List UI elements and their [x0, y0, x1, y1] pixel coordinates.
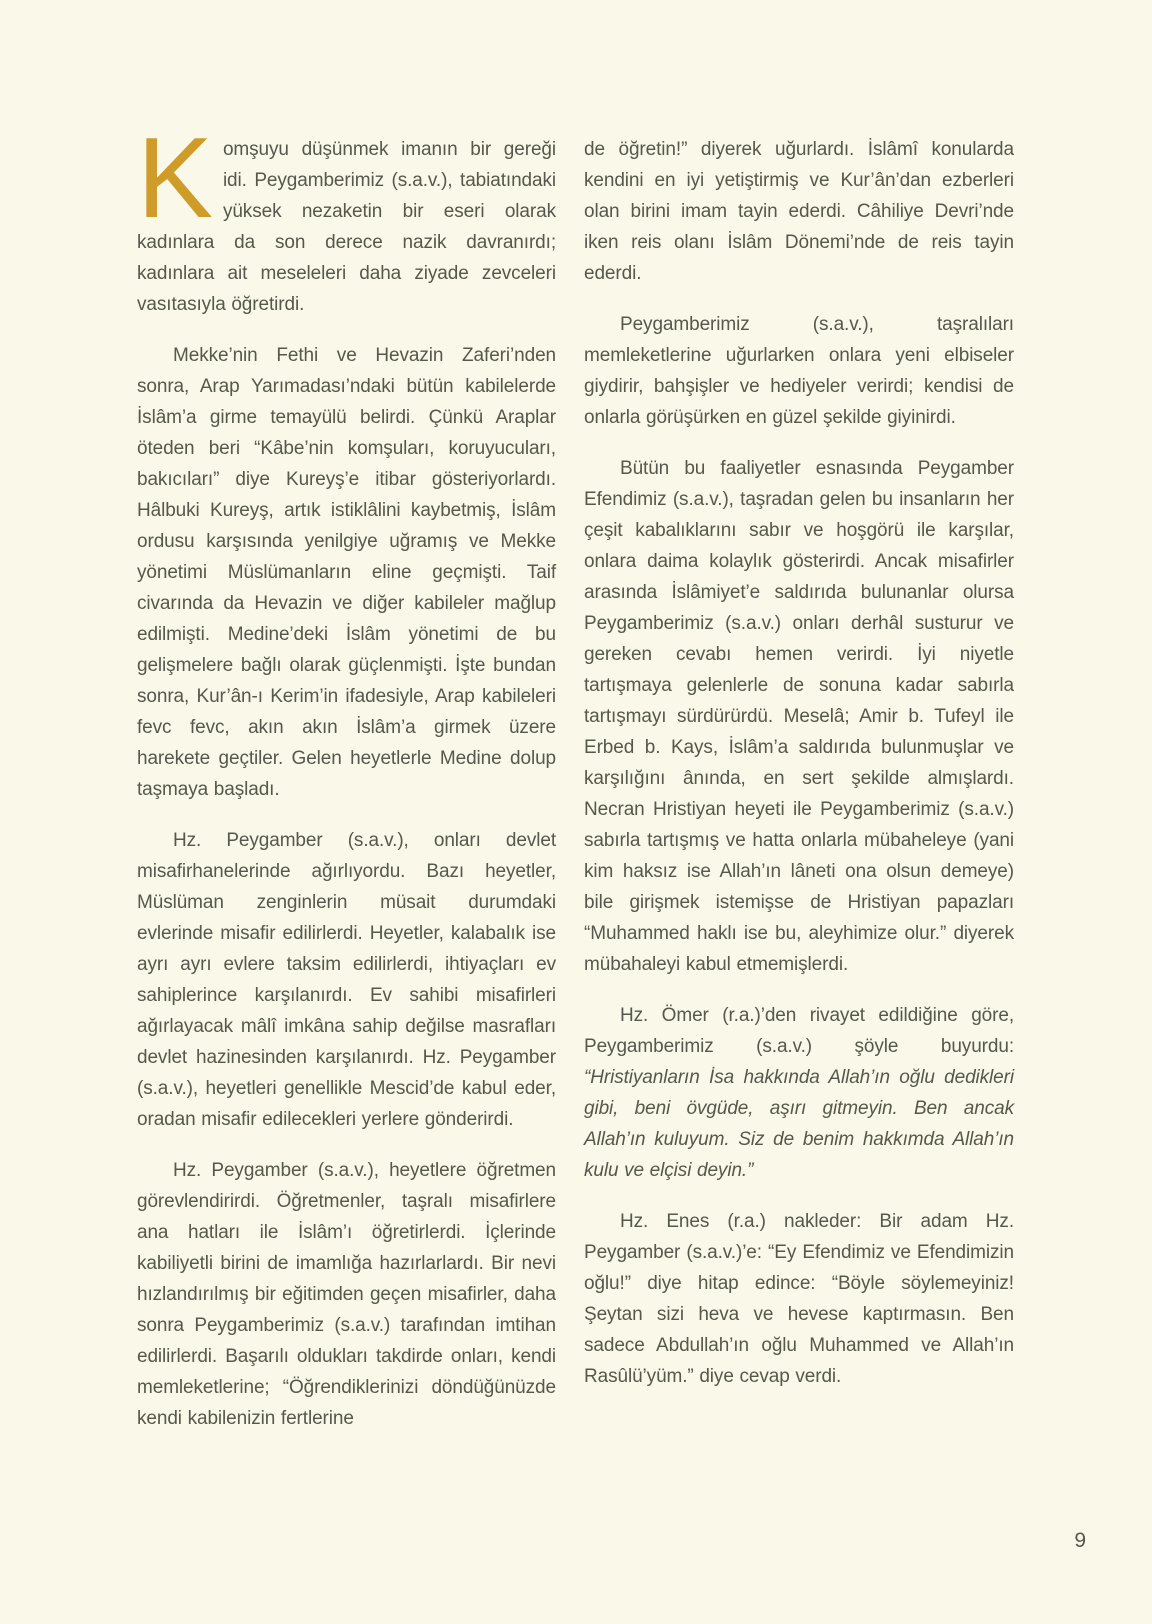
paragraph-dropcap [137, 115, 556, 320]
paragraph-with-quote [584, 1000, 1014, 1186]
paragraph: Hz. Peygamber (s.a.v.), onları devlet misafirhanelerinde ağırlıyordu. Bazı heyetler, Müslüman zenginlerin müsait durumdaki evlerinde misafir edilirlerdi. Heyetler, kalabalık ise ayrı ayrı evlere taksim edilirlerdi, ihtiyaçları ev sahiplerince karşılanırdı. Ev sahibi misafirleri ağırlayacak mâlî imkâna sahip değilse masrafları devlet hazinesinden karşılanırdı. Hz. Peygamber (s.a.v.), heyetleri genellikle Mescid’de kabul eder, oradan misafir edilecekleri yerlere gönderirdi. [137, 830, 556, 1130]
paragraph-text: omşuyu düşünmek imanın bir gereği idi. Peygamberimiz (s.a.v.), tabiatındaki yüksek nezaketin bir eseri olarak kadınlara da son derece nazik davranırdı; kadınlara ait meseleleri daha ziyade zevceleri vasıtasıyla öğretirdi. [137, 139, 556, 315]
paragraph-continuation: de öğretin!” diyerek uğurlardı. İslâmî konularda kendini en iyi yetiştirmiş ve Kur’ân’dan ezberleri olan birini imam tayin ederdi. Câhiliye Devri’nde iken reis olanı İslâm Dönemi’nde de reis tayin ederdi. [584, 139, 1014, 284]
page-number: 9 [1074, 1529, 1086, 1552]
text-columns [137, 115, 1014, 1454]
paragraph: Mekke’nin Fethi ve Hevazin Zaferi’nden sonra, Arap Yarımadası’ndaki bütün kabilelerde İslâm’a girme temayülü belirdi. Çünkü Araplar öteden beri “Kâbe’nin komşuları, koruyucuları, bakıcıları” diye Kureyş’e itibar gösteriyorlardı. Hâlbuki Kureyş, artık istiklâlini kaybetmiş, İslâm ordusu karşısında yenilgiye uğramış ve Mekke yönetimi Müslümanların eline geçmişti. Taif civarında da Hevazin ve diğer kabileler mağlup edilmişti. Medine’deki İslâm yönetimi de bu gelişmelere bağlı olarak güçlenmişti. İşte bundan sonra, Kur’ân-ı Kerim’in ifadesiyle, Arap kabileleri fevc fevc, akın akın İslâm’a girmek üzere harekete geçtiler. Gelen heyetlerle Medine dolup taşmaya başladı. [137, 345, 556, 800]
drop-cap-letter: K [137, 115, 213, 242]
paragraph: Peygamberimiz (s.a.v.), taşralıları memleketlerine uğurlarken onlara yeni elbiseler giydirir, bahşişler ve hediyeler verirdi; kendisi de onlarla görüşürken en güzel şekilde giyinirdi. [584, 314, 1014, 428]
paragraph: Hz. Enes (r.a.) nakleder: Bir adam Hz. Peygamber (s.a.v.)’e: “Ey Efendimiz ve Efendimizin oğlu!” diye hitap edince: “Böyle söylemeyiniz! Şeytan sizi heva ve hevese kaptırmasın. Ben sadece Abdullah’ın oğlu Muhammed ve Allah’ın Rasûlü’yüm.” diye cevap verdi. [584, 1211, 1014, 1387]
hadith-quote-text: “Hristiyanların İsa hakkında Allah’ın oğlu dedikleri gibi, beni övgüde, aşırı gitmeyin. Ben ancak Allah’ın kuluyum. Siz de benim hakkımda Allah’ın kulu ve elçisi deyin.” [584, 1067, 1014, 1181]
paragraph-lead-text: Hz. Ömer (r.a.)’den rivayet edildiğine göre, Peygamberimiz (s.a.v.) şöyle buyurdu: [584, 1005, 1014, 1057]
left-column [137, 115, 556, 1454]
paragraph: Bütün bu faaliyetler esnasında Peygamber Efendimiz (s.a.v.), taşradan gelen bu insanların her çeşit kabalıklarını sabır ve hoşgörü ile karşılar, onlara daima kolaylık gösterirdi. Ancak misafirler arasında İslâmiyet’e saldırıda bulunanlar olursa Peygamberimiz (s.a.v.) onları derhâl susturur ve gereken cevabı hemen verirdi. İyi niyetle tartışmaya gelenlerle de sonuna kadar sabırla tartışmayı sürdürürdü. Meselâ; Amir b. Tufeyl ile Erbed b. Kays, İslâm’a saldırıda bulunmuşlar ve karşılığını ânında, en sert şekilde almışlardı. Necran Hristiyan heyeti ile Peygamberimiz (s.a.v.) sabırla tartışmış ve hatta onlarla mübaheleye (yani kim haksız ise Allah’ın lâneti ona olsun demeye) bile girişmek istemişse de Hristiyan papazları “Muhammed haklı ise bu, aleyhimize olur.” diyerek mübahaleyi kabul etmemişlerdi. [584, 458, 1014, 975]
right-column [584, 134, 1014, 1454]
paragraph: Hz. Peygamber (s.a.v.), heyetlere öğretmen görevlendirirdi. Öğretmenler, taşralı misafirlere ana hatları ile İslâm’ı öğretirlerdi. İçlerinde kabiliyetli birini de imamlığa hazırlarlardı. Bir nevi hızlandırılmış bir eğitimden geçen misafirler, daha sonra Peygamberimiz (s.a.v.) tarafından imtihan edilirlerdi. Başarılı oldukları takdirde onları, kendi memleketlerine; “Öğrendiklerinizi döndüğünüzde kendi kabilenizin fertlerine [137, 1160, 556, 1429]
